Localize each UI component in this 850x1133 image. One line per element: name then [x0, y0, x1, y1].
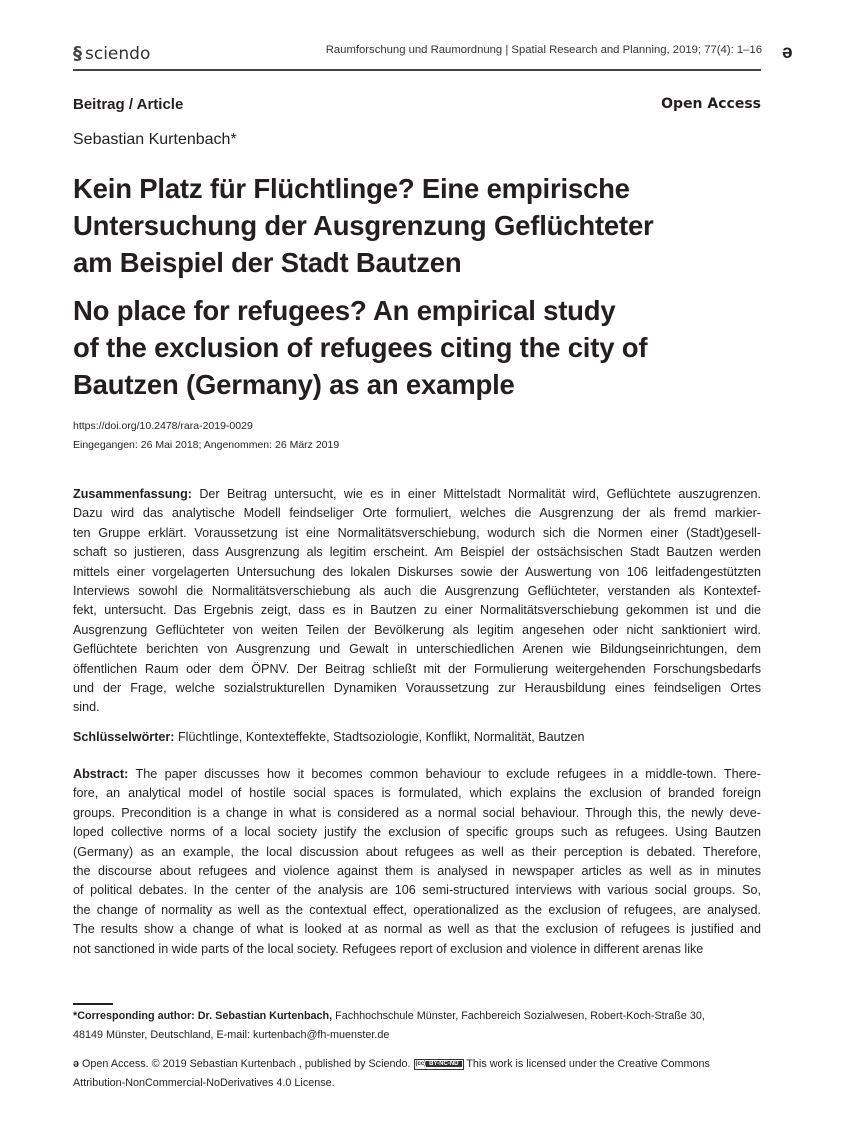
line-text: the discourse about refugees and violence against them is analysed in newspaper articles as well as in minutes [73, 864, 761, 879]
title-line: am Beispiel der Stadt Bautzen [73, 247, 462, 278]
text-line [73, 563, 761, 582]
title-line: Kein Platz für Flüchtlinge? Eine empirische [73, 173, 630, 204]
text-line [73, 679, 761, 698]
section-label: Abstract: [73, 767, 129, 781]
line-text: of political debates. In the center of the analysis are 106 semi-structured interviews with various social groups. So, [73, 883, 761, 898]
title-line: Bautzen (Germany) as an example [73, 369, 515, 400]
line-text: the change of normality as well as the contextual effect, operationalized as the exclusion of refugees, are analysed. [73, 902, 761, 917]
text-line [73, 765, 761, 784]
title-english [73, 292, 647, 403]
header-divider [73, 69, 761, 71]
license-text: This work is licensed under the Creative Commons [463, 1058, 710, 1070]
journal-citation: Raumforschung und Raumordnung | Spatial Research and Planning, 2019; 77(4): 1–16 [325, 44, 762, 56]
abstract [73, 765, 761, 959]
logo-text: sciendo [85, 43, 151, 64]
footnote-divider [73, 1003, 113, 1005]
text-line [73, 698, 761, 717]
sciendo-logo-icon: § [73, 43, 82, 64]
footnote-line: 48149 Münster, Deutschland, E-mail: kurtenbach@fh-muenster.de [73, 1029, 390, 1041]
author: Sebastian Kurtenbach* [73, 131, 237, 148]
title-line: No place for refugees? An empirical study [73, 295, 616, 326]
text-line [73, 940, 761, 959]
keywords-label: Schlüsselwörter: [73, 730, 175, 744]
text-line [73, 823, 761, 842]
line-text: mittels einer vorgelagerten Untersuchung des lokalen Diskurses sowie der Auswertung von 106 leitfadengestützten [73, 564, 761, 579]
license-notice [73, 1055, 763, 1093]
text-line [73, 621, 761, 640]
corresponding-author-footnote [73, 1007, 763, 1045]
cc-icon: (cc) [415, 1060, 427, 1067]
text-line [73, 784, 761, 803]
title-line: of the exclusion of refugees citing the city of [73, 332, 648, 363]
line-text: groups. Precondition is a change in what is considered as a normal social behaviour. Through this, the newly deve- [73, 805, 761, 820]
text-line [73, 804, 761, 823]
text-line [73, 901, 761, 920]
text-line [73, 660, 761, 679]
open-access-icon: ə [73, 1058, 80, 1070]
line-text: The results show a change of what is looked at as normal as well as that the exclusion of refugees is justified and [73, 922, 761, 937]
zusammenfassung [73, 485, 761, 718]
cc-license-badge[interactable] [414, 1059, 464, 1070]
line-text: Dazu wird das analytische Modell feindseliger Orte formuliert, welches die Ausgrenzung der als fremd markier- [73, 506, 761, 521]
license-line: Attribution-NonCommercial-NoDerivatives 4.0 License. [73, 1077, 335, 1089]
line-text: Der Beitrag untersucht, wie es in einer Mittelstadt Normalität wird, Geflüchtete auszugrenzen. [191, 487, 761, 501]
line-text: fekt, untersucht. Das Ergebnis zeigt, dass es in Bautzen zu einer Normalitätsverschiebung gekommen ist und die [73, 603, 761, 618]
line-text: not sanctioned in wide parts of the local society. Refugees report of exclusion and violence in different arenas like [73, 941, 704, 956]
title-german [73, 170, 654, 281]
footnote-text: Fachhochschule Münster, Fachbereich Sozialwesen, Robert-Koch-Straße 30, [332, 1010, 705, 1022]
cc-badge-text: BY-NC-ND [426, 1061, 461, 1067]
line-text: öffentlichen Raum oder dem ÖPNV. Der Beitrag schließt mit der Formulierung weitergehenden Forschungsbedarfs [73, 661, 761, 676]
line-text: loped collective norms of a local society justify the exclusion of specific groups such as refugees. Using Bautzen [73, 825, 761, 840]
license-text: Open Access. © 2019 Sebastian Kurtenbach , published by Sciendo. [79, 1058, 414, 1070]
text-line [73, 504, 761, 523]
text-line [73, 843, 761, 862]
text-line [73, 862, 761, 881]
line-text: Geflüchtete berichten von Ausgrenzung und Gewalt in unterschiedlichen Arenen wie Bildungseinrichtungen, dem [73, 642, 761, 657]
open-access-icon: ə [782, 42, 793, 63]
text-line [73, 524, 761, 543]
footnote-label: *Corresponding author: Dr. Sebastian Kurtenbach, [73, 1010, 333, 1022]
title-line: Untersuchung der Ausgrenzung Geflüchteter [73, 210, 654, 241]
line-text: (Germany) as an example, the local discussion about refugees as well as their perception is debated. Therefore, [73, 844, 761, 859]
line-text: The paper discusses how it becomes common behaviour to exclude refugees in a middle-town. There- [128, 767, 761, 781]
text-line [73, 485, 761, 504]
text-line [73, 640, 761, 659]
text-line [73, 543, 761, 562]
line-text: Ausgrenzung Geflüchteter von weiten Teilen der Bevölkerung als legitim angesehen oder nicht sanktioniert wird. [73, 622, 761, 637]
text-line [73, 881, 761, 900]
line-text: Interviews sowohl die Normalitätsverschiebung als auch die Ausgrenzung Geflüchteter, verstanden als Kontextef- [73, 584, 761, 599]
text-line [73, 920, 761, 939]
line-text: und der Frage, welche sozialstrukturellen Dynamiken Voraussetzung zur Herausbildung eines feindseligen Ortes [73, 681, 761, 696]
article-type: Beitrag / Article [73, 96, 184, 113]
keywords-text: Flüchtlinge, Kontexteffekte, Stadtsoziologie, Konflikt, Normalität, Bautzen [174, 730, 585, 744]
text-line [73, 601, 761, 620]
open-access-label: Open Access [661, 96, 761, 112]
doi-link[interactable]: https://doi.org/10.2478/rara-2019-0029 [73, 420, 253, 432]
line-text: fore, an analytical model of hostile social spaces is formulated, which explains the exclusion of branded foreign [73, 786, 761, 801]
publisher-logo [73, 43, 150, 64]
text-line [73, 582, 761, 601]
line-text: schaft so justieren, dass Ausgrenzung als legitim erscheint. Am Beispiel der ostsächsischen Stadt Bautzen werden [73, 545, 761, 560]
line-text: sind. [73, 700, 100, 715]
section-label: Zusammenfassung: [73, 487, 192, 501]
keywords [73, 728, 761, 747]
dates: Eingegangen: 26 Mai 2018; Angenommen: 26 März 2019 [73, 439, 340, 451]
line-text: ten Gruppe erklärt. Voraussetzung ist eine Normalitätsverschiebung, wodurch sich die Normen einer (Stadt)gesell- [73, 525, 761, 540]
